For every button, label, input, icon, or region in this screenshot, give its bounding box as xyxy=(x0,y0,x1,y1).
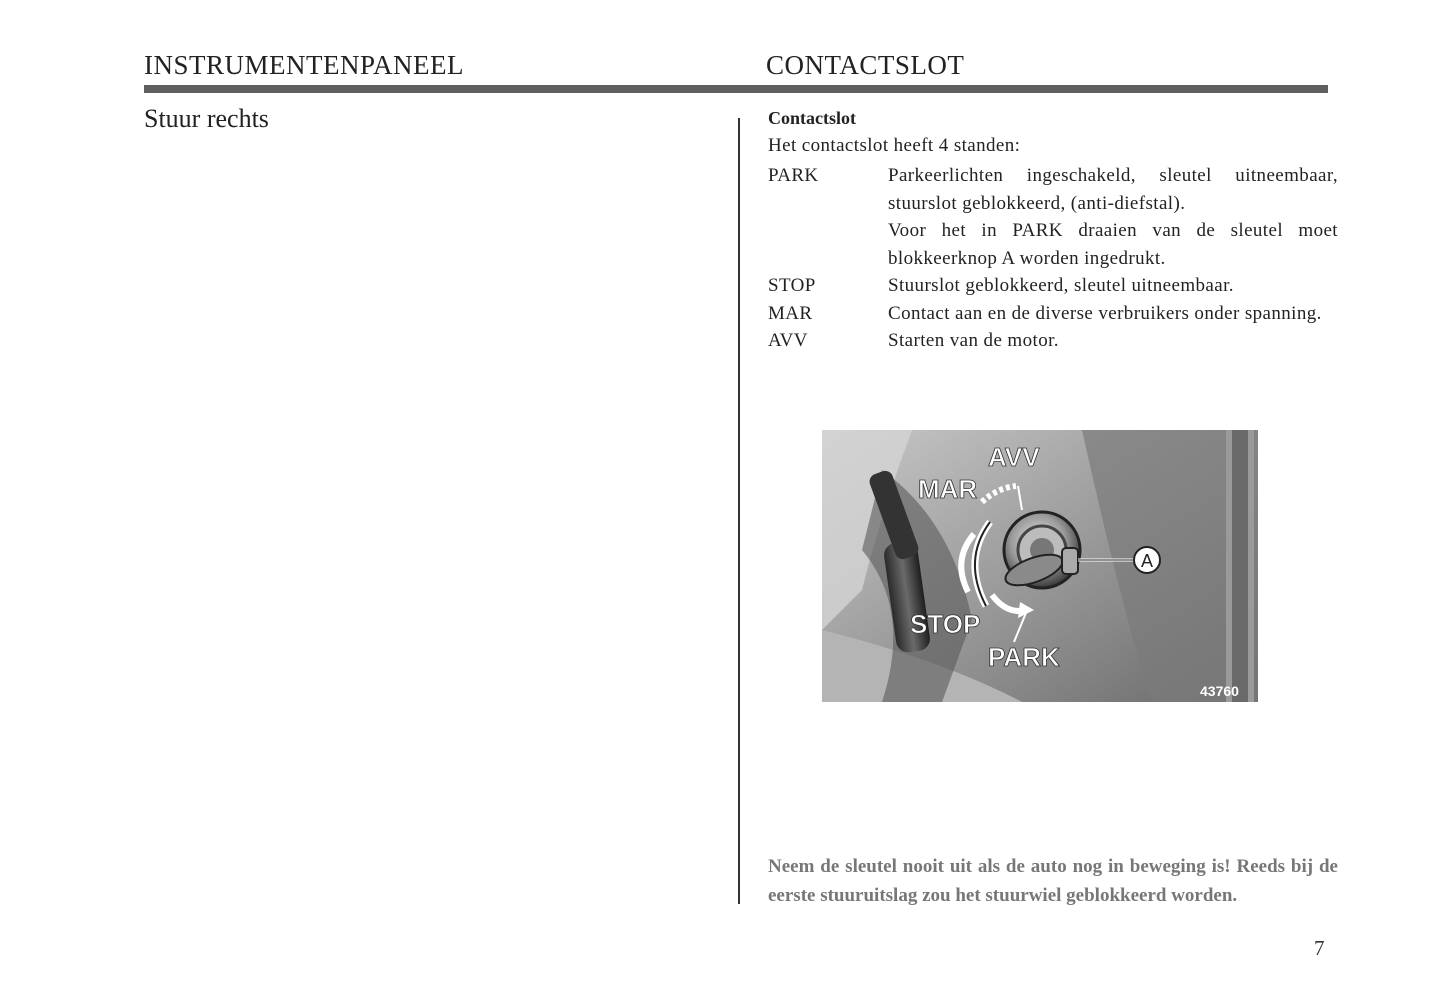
position-row-stop xyxy=(768,272,1338,300)
intro-text: Het contactslot heeft 4 standen: xyxy=(768,135,1021,156)
figure-label-park: PARK xyxy=(988,642,1060,672)
ignition-photo xyxy=(822,430,1258,702)
position-desc xyxy=(888,272,1338,300)
positions-list xyxy=(768,162,1338,355)
position-row-avv xyxy=(768,327,1338,355)
position-desc xyxy=(888,327,1338,355)
position-key: MAR xyxy=(768,302,813,324)
figure-code: 43760 xyxy=(1200,683,1239,699)
page-subtitle: Stuur rechts xyxy=(144,104,269,133)
position-desc-line: Contact aan en de diverse verbruikers onder spanning. xyxy=(888,302,1322,324)
position-desc-line: Stuurslot geblokkeerd, sleutel uitneembaar. xyxy=(888,275,1234,296)
position-desc-line: Parkeerlichten ingeschakeld, sleutel uitneembaar, stuurslot geblokkeerd, (anti-diefstal). xyxy=(888,165,1338,214)
position-row-park xyxy=(768,162,1338,272)
margin-line xyxy=(738,118,740,904)
position-key: AVV xyxy=(768,330,808,351)
position-key: STOP xyxy=(768,275,816,296)
position-desc-line: Starten van de motor. xyxy=(888,330,1059,351)
figure-label-a: A xyxy=(1140,551,1154,571)
figure-label-mar: MAR xyxy=(918,474,978,504)
section-heading: Contactslot xyxy=(768,108,856,128)
page-number: 7 xyxy=(1314,936,1325,960)
header-right-title: CONTACTSLOT xyxy=(766,50,965,80)
position-key: PARK xyxy=(768,165,819,186)
figure-label-avv: AVV xyxy=(988,442,1040,472)
warning-text: Neem de sleutel nooit uit als de auto nog in beweging is! Reeds bij de eerste stuuruitslag zou het stuurwiel geblokkeerd worden. xyxy=(768,856,1338,906)
position-desc-line: Voor het in PARK draaien van de sleutel moet blokkeerknop A worden ingedrukt. xyxy=(888,220,1338,269)
position-desc xyxy=(888,300,1338,328)
position-desc xyxy=(888,162,1338,272)
header-left-title: INSTRUMENTENPANEEL xyxy=(144,50,465,80)
position-row-mar xyxy=(768,300,1338,328)
header-rule xyxy=(144,85,1328,93)
figure-label-stop: STOP xyxy=(910,609,981,639)
